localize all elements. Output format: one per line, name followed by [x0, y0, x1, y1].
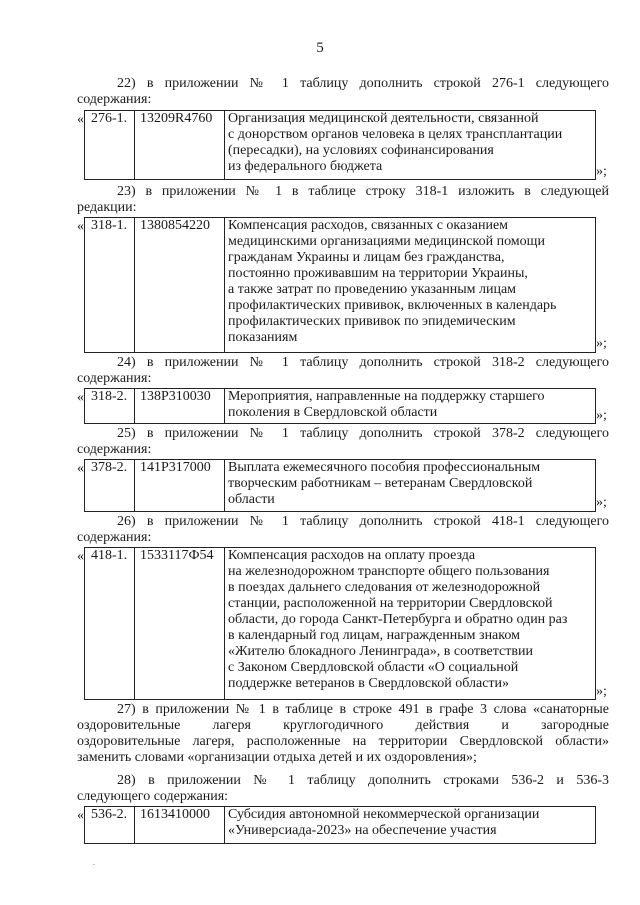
row-code: 1533117Ф54 — [135, 548, 225, 699]
scan-dot: . — [93, 858, 95, 867]
row-text: Компенсация расходов, связанных с оказанием медицинскими организациями медицинской помощи гражданам Украины и лицам без гражданства, постоянно проживавшим на территории Украины, а также затрат по проведению указанным лицам профилактических прививок, включенных в календарь профилактических прививок по эпидемическим показаниям — [228, 218, 557, 345]
quote-open: « — [77, 549, 84, 564]
table-row — [84, 217, 596, 353]
row-number: 318-1. — [85, 218, 135, 352]
table-row — [84, 806, 596, 844]
table-row — [84, 110, 596, 180]
quote-close: »; — [596, 164, 607, 179]
table-row — [84, 459, 596, 512]
table-row — [84, 388, 596, 424]
row-code: 1613410000 — [135, 807, 225, 843]
quote-open: « — [77, 390, 84, 405]
row-code: 13209R4760 — [135, 111, 225, 179]
row-text: Компенсация расходов на оплату проезда на железнодорожном транспорте общего пользования в поездах дальнего следования от железнодорожной станции, расположенной на территории Свердловской области, до города Санкт-Петербурга и обратно один раз в календарный год лицам, награжденным знаком «Жителю блокадного Ленинграда», в соответствии с Законом Свердловской области «О социальной поддержке ветеранов в Свердловской области» — [228, 548, 568, 691]
row-code: 141P317000 — [135, 460, 225, 511]
quote-close: »; — [596, 408, 607, 423]
row-text: Субсидия автономной некоммерческой организации «Универсиада-2023» на обеспечение участия — [228, 807, 540, 838]
quote-open: « — [77, 112, 84, 127]
row-text: Выплата ежемесячного пособия профессиональным творческим работникам – ветеранам Свердловской области — [228, 460, 541, 507]
row-code: 138P310030 — [135, 389, 225, 423]
quote-open: « — [77, 808, 84, 823]
item-23-intro: 23) в приложении № 1 в таблице строку 318-1 изложить в следующей редакции: — [77, 184, 609, 215]
table-row — [84, 547, 596, 700]
row-code: 1380854220 — [135, 218, 225, 352]
row-number: 536-2. — [85, 807, 135, 843]
quote-close: »; — [596, 495, 607, 510]
row-text: Мероприятия, направленные на поддержку старшего поколения в Свердловской области — [228, 389, 545, 420]
item-25-intro: 25) в приложении № 1 таблицу дополнить строкой 378-2 следующего содержания: — [77, 426, 609, 457]
row-number: 318-2. — [85, 389, 135, 423]
item-22-intro: 22) в приложении № 1 таблицу дополнить строкой 276-1 следующего содержания: — [77, 76, 609, 107]
quote-open: « — [77, 461, 84, 476]
quote-close: »; — [596, 684, 607, 699]
quote-open: « — [77, 219, 84, 234]
page-number: 5 — [316, 40, 324, 56]
row-number: 418-1. — [85, 548, 135, 699]
quote-close: »; — [596, 336, 607, 351]
item-28-intro: 28) в приложении № 1 таблицу дополнить строками 536-2 и 536-3 следующего содержания: — [77, 773, 609, 804]
row-text: Организация медицинской деятельности, связанной с донорством органов человека в целях трансплантации (пересадки), на условиях софинансирования из федерального бюджета — [228, 111, 563, 174]
item-26-intro: 26) в приложении № 1 таблицу дополнить строкой 418-1 следующего содержания: — [77, 514, 609, 545]
item-27: 27) в приложении № 1 в таблице в строке 491 в графе 3 слова «санаторные оздоровительные лагеря круглогодичного действия и загородные оздоровительные лагеря, расположенные на территории Свердловской области» заменить словами «организации отдыха детей и их оздоровления»; — [77, 702, 609, 765]
item-24-intro: 24) в приложении № 1 таблицу дополнить строкой 318-2 следующего содержания: — [77, 355, 609, 386]
row-number: 378-2. — [85, 460, 135, 511]
row-number: 276-1. — [85, 111, 135, 179]
